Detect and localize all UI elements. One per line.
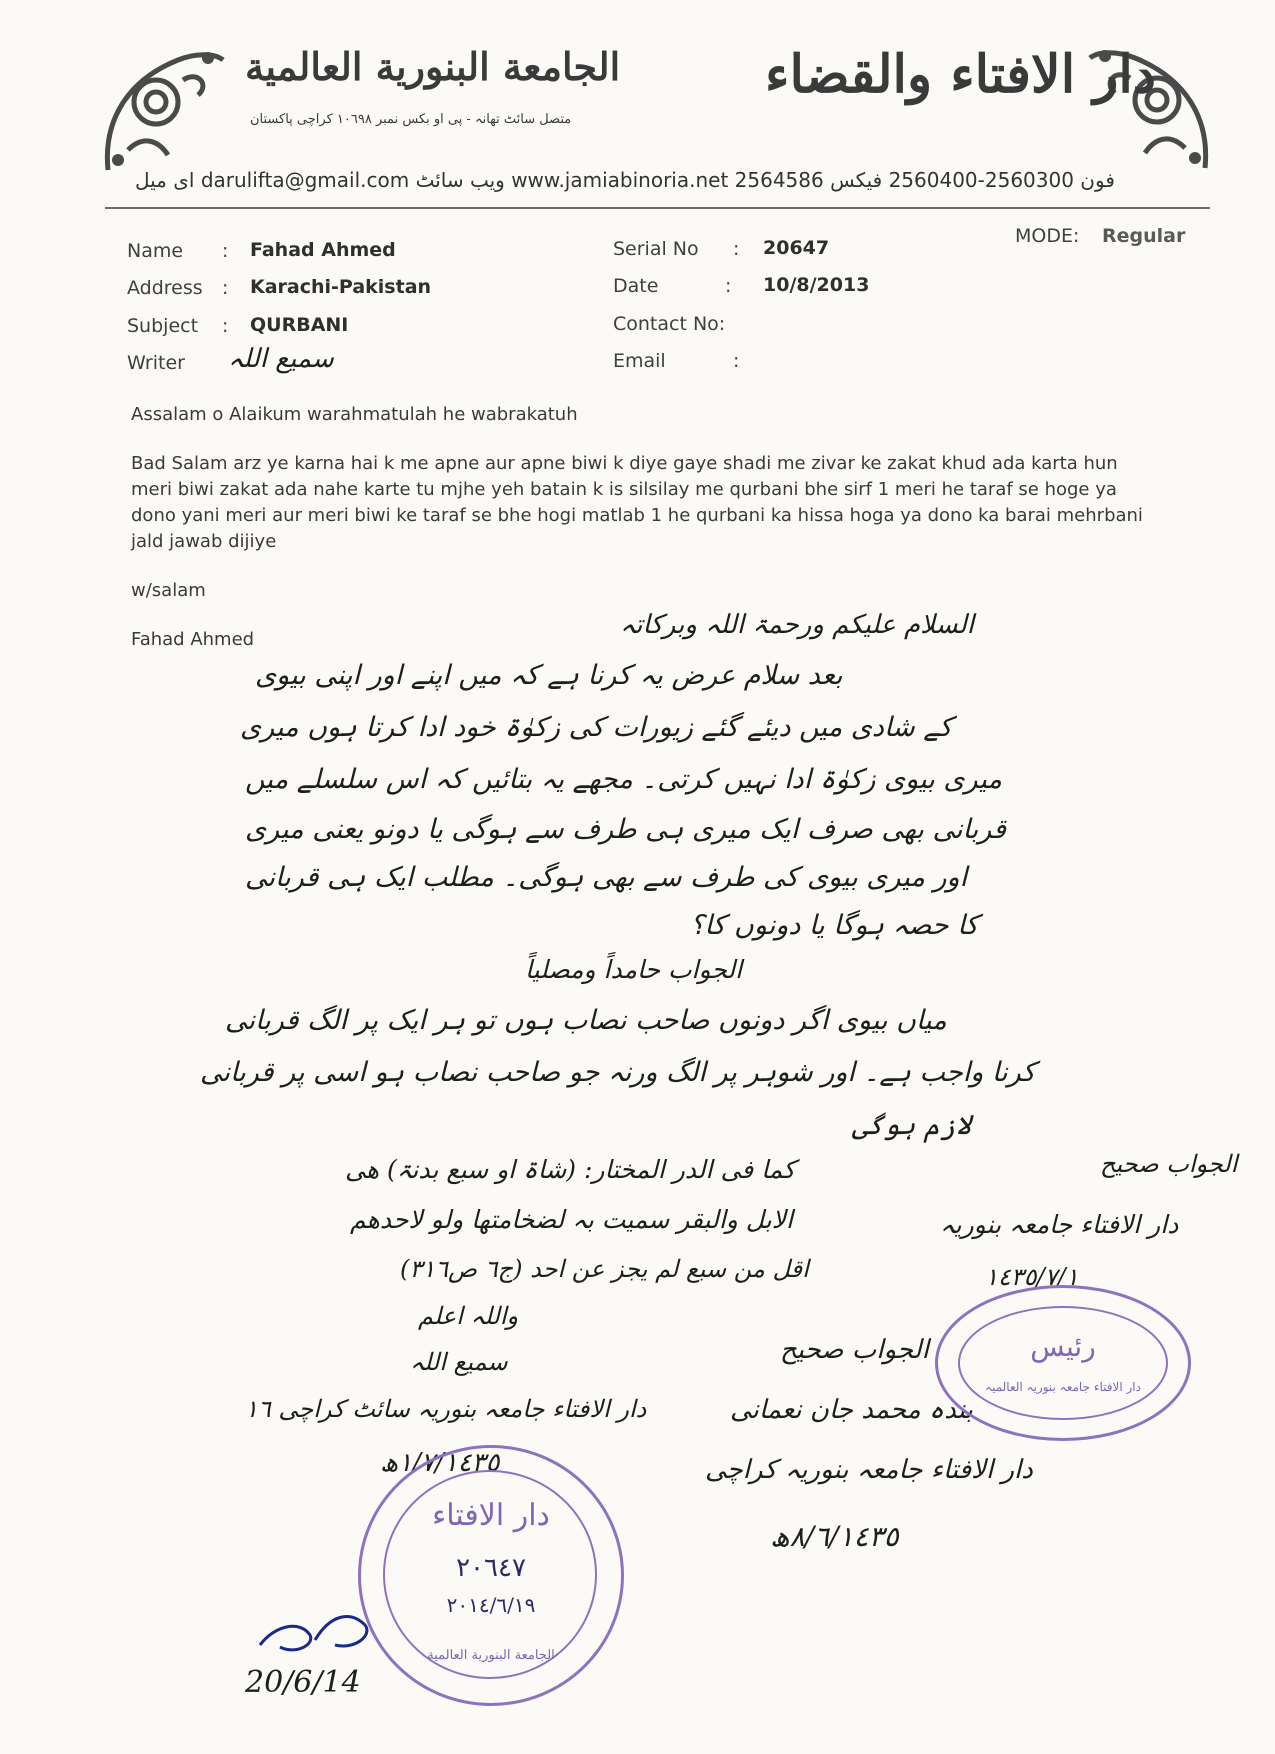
greeting: Assalam o Alaikum warahmatulah he wabrakatuh [131,404,578,425]
oval-stamp-rim: دار الافتاء جامعہ بنوریہ العالمیہ [985,1380,1141,1394]
hand-question-line-2: بعد سلام عرض یہ کرنا ہے کہ میں اپنے اور اپنی بیوی [255,660,843,691]
hand-question-line-4: میری بیوی زکوٰۃ ادا نہیں کرتی۔ مجھے یہ بتائیں کہ اس سلسلے میں [245,764,1002,795]
hand-question-line-7: کا حصہ ہوگا یا دونوں کا؟ [690,910,979,941]
lower-endorsement-institution: دار الافتاء جامعہ بنوریہ کراچی [705,1455,1033,1485]
round-stamp-title: دار الافتاء [432,1498,550,1533]
writer-signature: سمیع اللہ [228,344,334,374]
address-colon: : [222,277,229,299]
name-label: Name [127,240,184,262]
answer-line-3: لازم ہوگی [852,1110,972,1141]
upper-endorsement-label: الجواب صحیح [1100,1150,1238,1178]
date-colon: : [725,275,732,297]
contact-label: Contact No: [613,313,726,335]
subject-colon: : [222,315,229,337]
lower-endorsement-date: ٨/٦/١٤٣٥ھ [770,1520,899,1553]
answer-line-1: میاں بیوی اگر دونوں صاحب نصاب ہوں تو ہر ایک پر الگ قربانی [225,1005,947,1036]
upper-endorsement-signature: دار الافتاء جامعہ بنوریہ [940,1210,1179,1239]
reference-line-3: اقل من سبع لم یجز عن احد (ج٦ ص٣١٦) [400,1255,809,1283]
question-body: Bad Salam arz ye karna hai k me apne aur apne biwi k diye gaye shadi me zivar ke zakat khud ada karta hun meri biwi zakat ada nahe karte tu mjhe yeh batain k is silsilay me qurbani bhe sirf 1 meri he taraf se hoge ya dono yani meri aur meri biwi ke taraf se bhe hogi matlab 1 he qurbani ka hissa hoga ya dono ka barai mehrbani jald jawab dijiye [131,453,1143,552]
email-label: Email [613,350,666,372]
hand-question-line-1: السلام علیکم ورحمۃ اللہ وبرکاتہ [620,610,974,640]
wallahu-alam: واللہ اعلم [418,1302,519,1330]
round-stamp-rim: الجامعة البنورية العالمية [427,1648,555,1663]
dept-name-arabic: دار الافتاء والقضاء [765,44,1156,105]
mode-value: Regular [1102,225,1186,247]
lower-endorsement-label: الجواب صحیح [780,1335,929,1365]
serial-colon: : [733,238,740,260]
sender: Fahad Ahmed [131,629,255,650]
round-stamp [358,1445,624,1706]
mufti-name: سمیع اللہ [410,1348,508,1376]
hand-question-line-5: قربانی بھی صرف ایک میری ہی طرف سے ہوگی یا دونو یعنی میری [245,814,1007,845]
upper-endorsement-date: ١٤٣٥/٧/١ [985,1263,1079,1291]
subject-value: QURBANI [250,314,349,336]
oval-stamp-title: رئیس [1030,1330,1096,1363]
hijri-date-1: ١/٧/١٤٣٥ھ [380,1448,500,1478]
institution-name-arabic: الجامعة البنورية العالمية [245,44,621,89]
address-value: Karachi-Pakistan [250,276,432,298]
lower-endorsement-name: بندہ محمد جان نعمانی [730,1395,973,1425]
serial-label: Serial No [613,238,699,260]
address-label: Address [127,277,203,299]
name-value: Fahad Ahmed [250,239,396,261]
header-divider [105,207,1210,209]
oval-stamp-inner-ring [958,1306,1168,1420]
mode-label: MODE: [1015,225,1080,247]
subject-label: Subject [127,315,199,337]
hand-question-line-6: اور میری بیوی کی طرف سے بھی ہوگی۔ مطلب ایک ہی قربانی [245,862,968,893]
reference-line-2: الابل والبقر سمیت بہ لضخامتھا ولو لاحدھم [350,1205,793,1234]
answer-heading: الجواب حامداً ومصلیاً [525,955,743,984]
email-colon: : [733,350,740,372]
oval-stamp [935,1285,1191,1441]
hand-question-line-3: کے شادی میں دیئے گئے زیورات کی زکوٰۃ خود ادا کرتا ہوں میری [240,712,953,743]
serial-value: 20647 [763,237,830,259]
answer-line-2: کرنا واجب ہے۔ اور شوہر پر الگ ورنہ جو صاحب نصاب ہو اسی پر قربانی [200,1057,1036,1088]
date-label: Date [613,275,659,297]
bottom-date: 20/6/14 [245,1665,361,1700]
round-stamp-number: ٢٠٦٤٧ [456,1553,526,1583]
name-colon: : [222,240,229,262]
institution-address-urdu: متصل سائٹ تھانہ - پی او بکس نمبر ١٠٦٩٨ کراچی پاکستان [250,112,572,127]
contact-line: ای میل darulifta@gmail.com ویب سائٹ www.jamiabinoria.net فون 2560300-2560400 فیکس 2564586 [135,168,1115,192]
corner-ornament-left-icon [98,40,228,180]
date-value: 10/8/2013 [763,274,870,296]
round-stamp-date: ٢٠١٤/٦/١٩ [446,1593,536,1617]
reference-line-1: کما فی الدر المختار: (شاۃ او سبع بدنۃ) ھی [345,1155,796,1184]
writer-label: Writer [127,352,185,374]
closing: w/salam [131,580,206,601]
mufti-institution: دار الافتاء جامعہ بنوریہ سائٹ کراچی ١٦ [245,1395,647,1423]
